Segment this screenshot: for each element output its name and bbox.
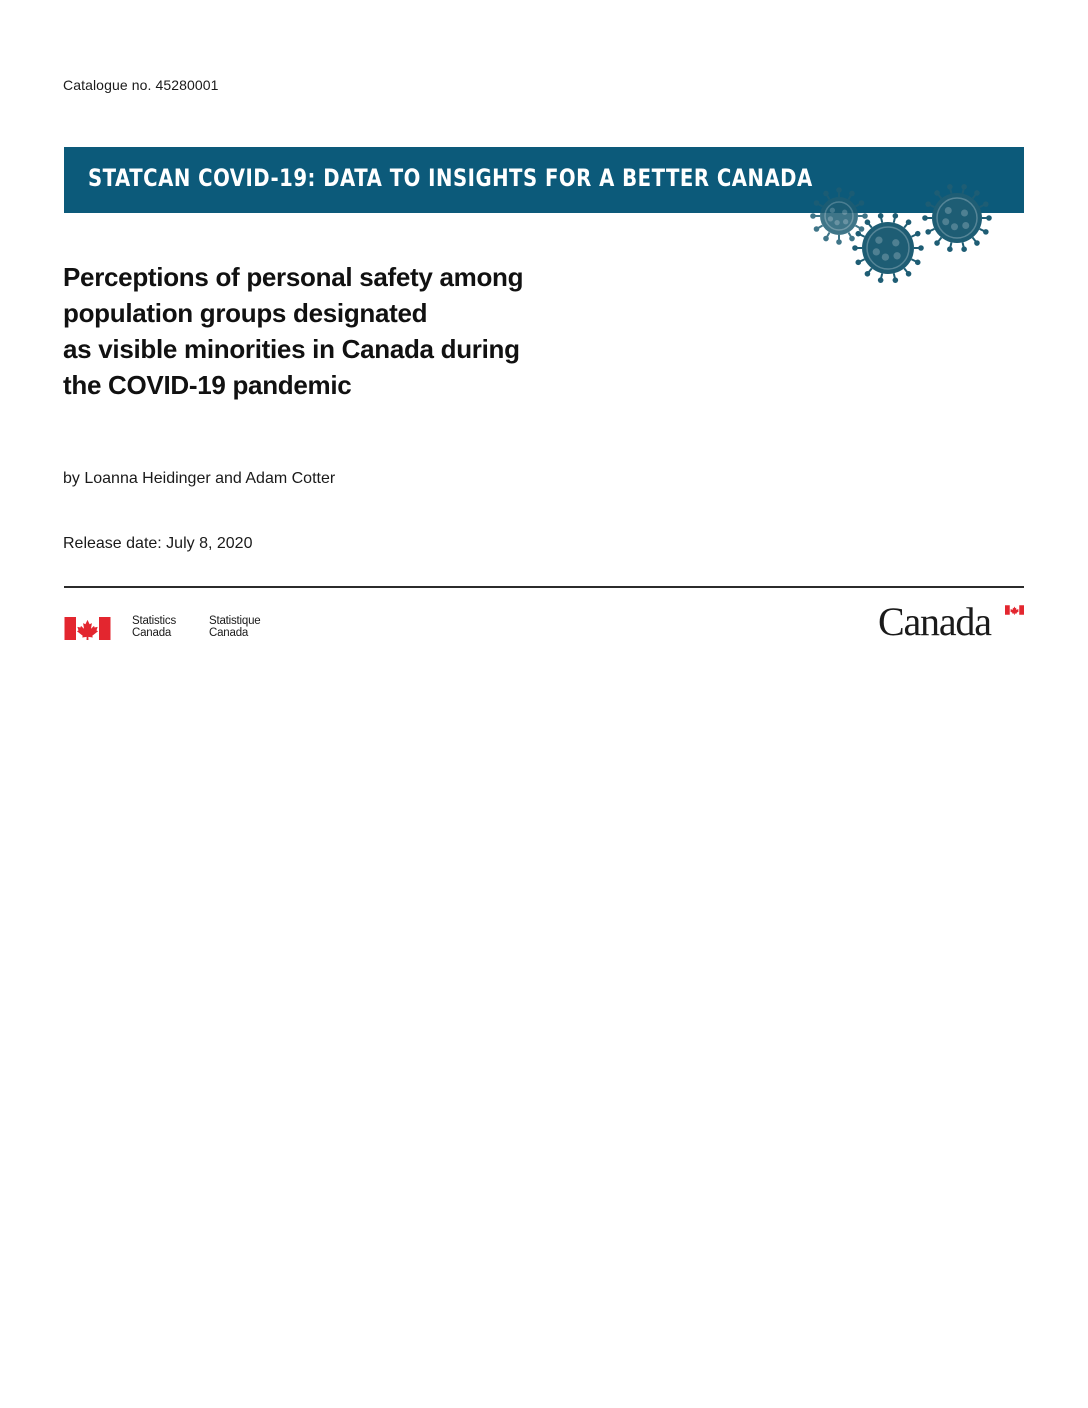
footer-divider [64,586,1024,588]
wordmark-flag-icon [1005,605,1024,615]
wordmark-text: Canada [878,599,991,644]
catalogue-number: Catalogue no. 45280001 [63,77,219,93]
authors: by Loanna Heidinger and Adam Cotter [63,470,336,487]
signature-line: Statistics [132,615,177,627]
signature-english [132,615,176,639]
signature-line: Canada [132,627,172,639]
virus-cluster-icon [806,178,996,286]
title-line: Perceptions of personal safety among [63,262,524,292]
title-line: as visible minorities in Canada during [63,334,520,364]
document-title [63,259,623,403]
signature-line: Statistique [209,615,261,627]
canada-flag-icon [64,617,111,640]
banner-title: STATCAN COVID-19: DATA TO INSIGHTS FOR A BETTER CANADA [88,164,813,192]
canada-wordmark [878,596,1028,646]
signature-line: Canada [209,627,249,639]
title-line: population groups designated [63,298,428,328]
title-line: the COVID-19 pandemic [63,370,352,400]
signature-french [209,615,261,639]
release-date: Release date: July 8, 2020 [63,535,253,552]
